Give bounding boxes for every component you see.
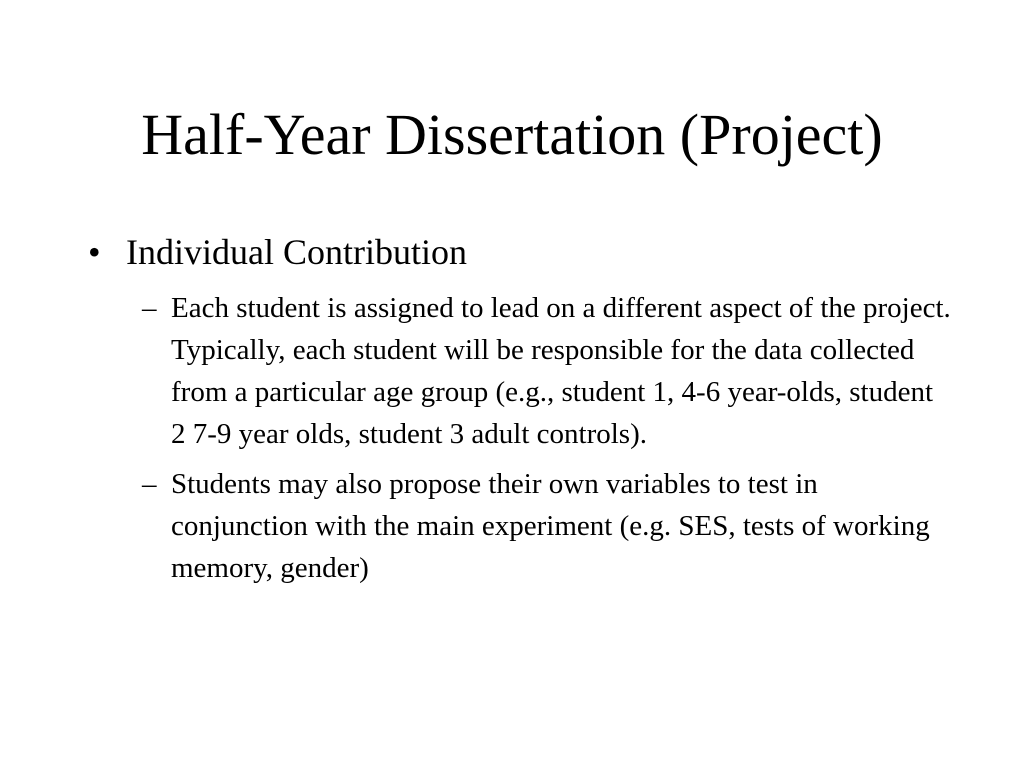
- bullet-marker: •: [88, 232, 101, 272]
- sub-bullet-item: [142, 287, 952, 455]
- sub-bullet-text: Students may also propose their own variables to test in conjunction with the main experiment (e.g. SES, tests of working memory, gender): [171, 468, 930, 584]
- sub-bullet-marker: –: [142, 468, 157, 500]
- sub-bullet-item: [142, 463, 952, 589]
- slide-title: Half-Year Dissertation (Project): [141, 102, 883, 167]
- bullet-text: Individual Contribution: [126, 232, 467, 272]
- bullet-item: [88, 230, 948, 274]
- sub-bullet-list: [142, 287, 952, 597]
- sub-bullet-text: Each student is assigned to lead on a different aspect of the project. Typically, each student will be responsible for the data collected from a particular age group (e.g., student 1, 4-6 year-olds, student 2 7-9 year olds, student 3 adult controls).: [171, 292, 951, 450]
- sub-bullet-marker: –: [142, 292, 157, 324]
